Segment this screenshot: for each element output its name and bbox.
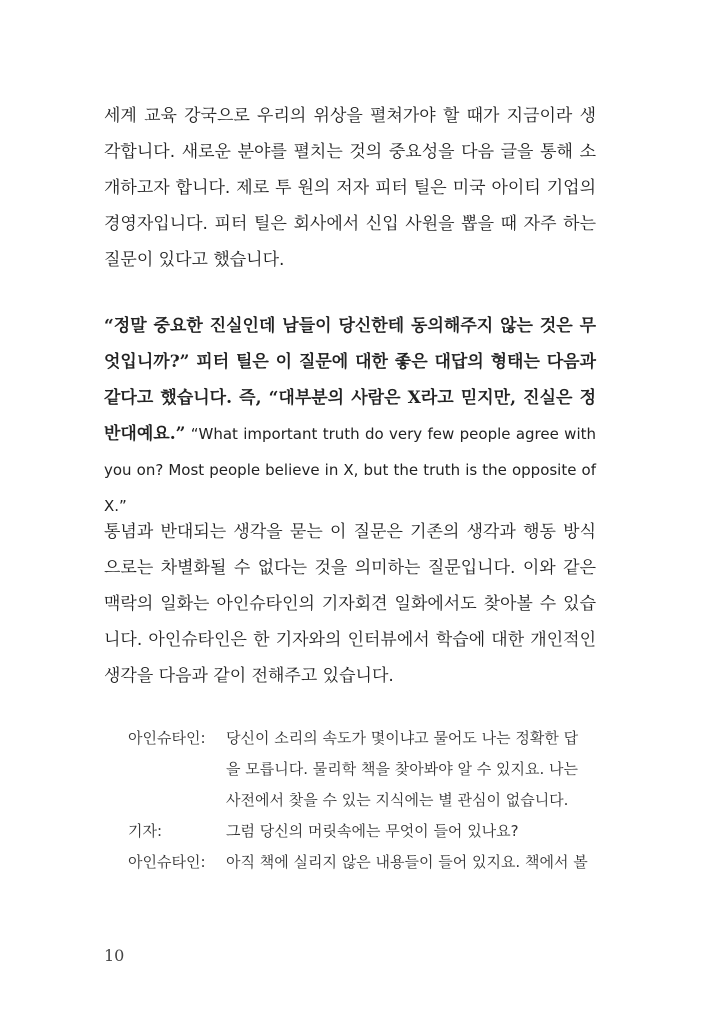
dialogue-speech (226, 816, 588, 847)
dialogue-speech (226, 847, 588, 878)
dialogue-row (128, 816, 588, 847)
paragraph-intro: 세계 교육 강국으로 우리의 위상을 펼쳐가야 할 때가 지금이라 생각합니다. 새로운 분야를 펼치는 것의 중요성을 다음 글을 통해 소개하고자 합니다. 제로 투 원의 저자 피터 틸은 미국 아이티 기업의 경영자입니다. 피터 틸은 회사에서 신입 사원을 뽑을 때 자주 하는 질문이 있다고 했습니다. (104, 106, 596, 270)
quote-english: “What important truth do very few people agree with you on? Most people believe in X, but the truth is the opposite of X.” (104, 425, 596, 515)
page-number: 10 (104, 946, 125, 965)
dialogue-line: 사전에서 찾을 수 있는 지식에는 별 관심이 없습니다. (226, 791, 569, 809)
dialogue-block (128, 723, 588, 878)
dialogue-line: 아직 책에 실리지 않은 내용들이 들어 있지요. 책에서 볼 (226, 853, 588, 871)
dialogue-line: 을 모릅니다. 물리학 책을 찾아봐야 알 수 있지요. 나는 (226, 760, 578, 778)
dialogue-line: 그럼 당신의 머릿속에는 무엇이 들어 있나요? (226, 822, 519, 840)
paragraph-quote (104, 308, 596, 524)
paragraph-einstein-intro: 통념과 반대되는 생각을 묻는 이 질문은 기존의 생각과 행동 방식으로는 차별화될 수 없다는 것을 의미하는 질문입니다. 이와 같은 맥락의 일화는 아인슈타인의 기자회견 일화에서도 찾아볼 수 있습니다. 아인슈타인은 한 기자와의 인터뷰에서 학습에 대한 개인적인 생각을 다음과 같이 전해주고 있습니다. (104, 522, 596, 686)
quote-korean-bold: “정말 중요한 진실인데 남들이 당신한테 동의해주지 않는 것은 무엇입니까?” 피터 틸은 이 질문에 대한 좋은 대답의 형태는 다음과 같다고 했습니다. 즉, “대부분의 사람은 X라고 믿지만, 진실은 정반대예요.” (104, 316, 596, 444)
dialogue-row (128, 847, 588, 878)
dialogue-speaker: 기자: (128, 822, 163, 840)
dialogue-speech (226, 723, 588, 816)
dialogue-speaker: 아인슈타인: (128, 853, 206, 871)
dialogue-row (128, 723, 588, 816)
dialogue-line: 당신이 소리의 속도가 몇이냐고 물어도 나는 정확한 답 (226, 729, 579, 747)
dialogue-speaker: 아인슈타인: (128, 729, 206, 747)
